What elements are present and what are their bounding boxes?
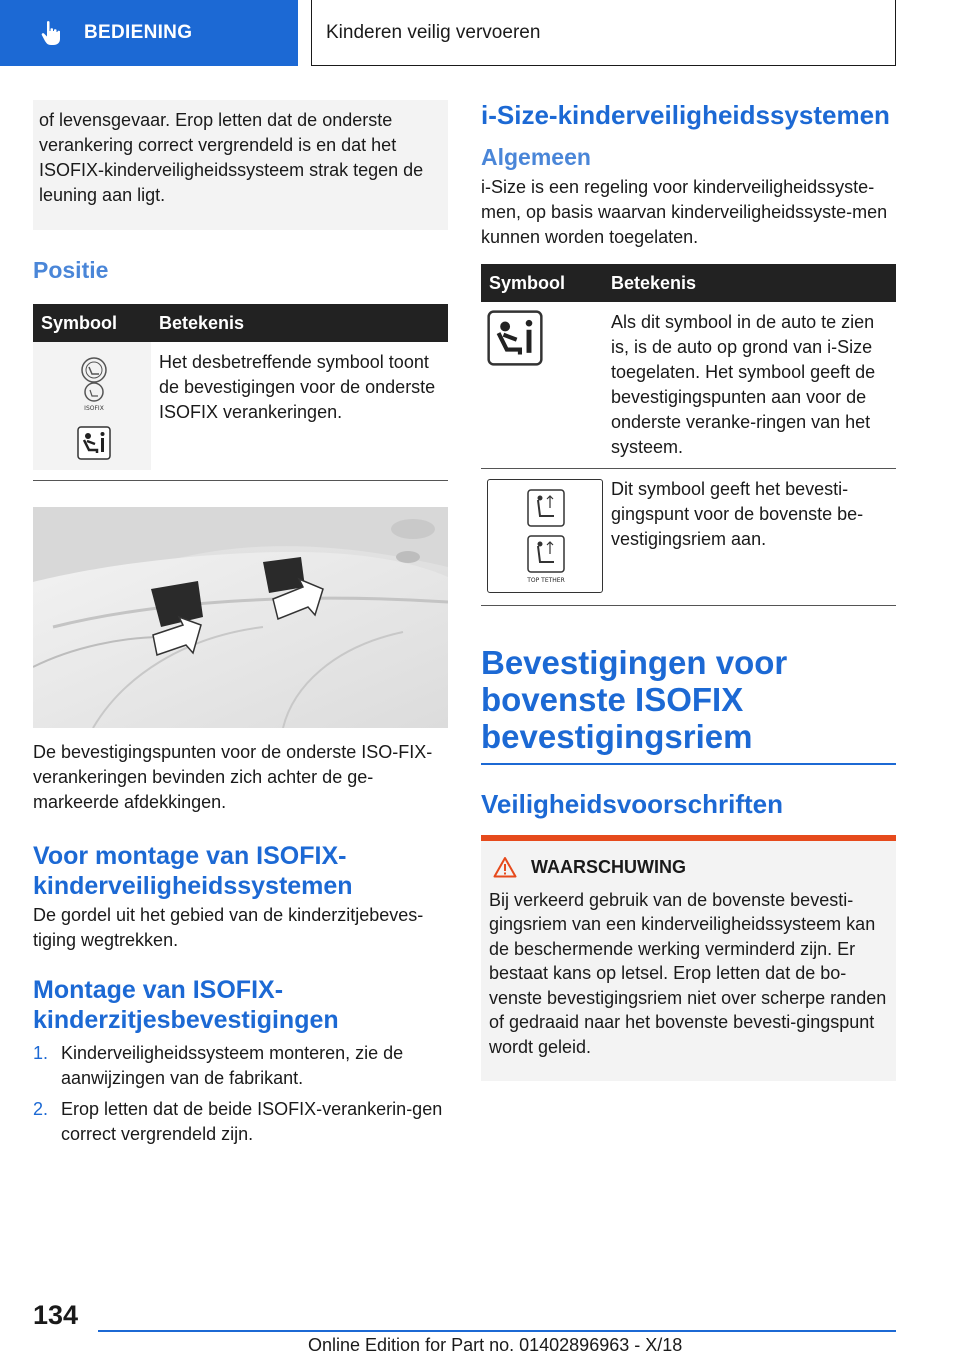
symbol-cell xyxy=(481,469,603,606)
meaning-cell: Het desbetreffende symbool toont de bevestigingen voor de onderste ISOFIX verankeringen. xyxy=(159,352,436,422)
warning-title-row xyxy=(489,855,888,880)
algemeen-heading: Algemeen xyxy=(481,144,591,170)
meaning-cell: Dit symbool geeft het bevesti-gingspunt voor de bovenste be-vestigingsriem aan. xyxy=(603,469,896,606)
hand-pointer-icon xyxy=(40,20,64,46)
warning-text: Bij verkeerd gebruik van de bovenste bevesti-gingsriem van een kinderveiligheidssysteem kan de beschermende werking verminderd zijn. Er bestaat kans op letsel. Erop letten dat de bo-venste bevestigingsriem niet over scherpe randen of gedraaid naar het bovenste bevesti-gingspunt wordt geleid. xyxy=(489,889,887,1057)
section-tab xyxy=(0,0,298,66)
voor-montage-text: De gordel uit het gebied van de kinderzitjebeves-tiging wegtrekken. xyxy=(33,905,424,950)
footer-rule xyxy=(98,1330,896,1332)
table-header-symbol: Symbool xyxy=(481,264,603,302)
heading-rule xyxy=(481,763,896,765)
warning-triangle-icon xyxy=(493,856,517,878)
table-row xyxy=(481,302,896,469)
footer-edition: Online Edition for Part no. 01402896963 - X/18 xyxy=(308,1335,683,1355)
symbol-cell xyxy=(481,302,603,469)
top-tether-icon-tile xyxy=(487,479,603,593)
list-item xyxy=(33,1041,448,1091)
i-size-symbol-table xyxy=(481,264,896,606)
table-bottom-rule xyxy=(33,480,448,481)
svg-text:TOP TETHER: TOP TETHER xyxy=(527,577,565,584)
step-text: Erop letten dat de beide ISOFIX-verankerin-gen correct vergrendeld zijn. xyxy=(61,1099,443,1144)
symbol-cell xyxy=(33,342,151,470)
i-size-heading: i-Size-kinderveiligheidssystemen xyxy=(481,100,890,130)
i-size-icon xyxy=(77,426,111,460)
algemeen-text: i-Size is een regeling voor kinderveiligheidssyste-men, op basis waarvan kinderveiligheidssyste-men kunnen worden toegelaten. xyxy=(481,177,888,247)
svg-text:ISOFIX: ISOFIX xyxy=(84,405,104,412)
bevestigingen-heading: Bevestigingen voor bovenste ISOFIX bevestigingsriem xyxy=(481,644,788,755)
list-item xyxy=(33,1097,448,1147)
intro-warning-continuation xyxy=(33,100,448,230)
chapter-title: Kinderen veilig vervoeren xyxy=(326,21,541,43)
voor-montage-heading: Voor montage van ISOFIX-kinderveiligheidssystemen xyxy=(33,842,353,900)
table-row xyxy=(33,342,448,470)
table-header-symbol: Symbool xyxy=(33,304,151,342)
seat-anchor-photo xyxy=(33,507,448,728)
photo-caption: De bevestigingspunten voor de onderste ISO-FIX-verankeringen bevinden zich achter de ge-markeerde afdekkingen. xyxy=(33,742,433,812)
isofix-icon xyxy=(77,356,111,412)
montage-steps xyxy=(33,1041,448,1147)
meaning-cell: Als dit symbool in de auto te zien is, is de auto op grond van i-Size toegelaten. Het symbool geeft de bevestigingspunten aan voor de onderste veranke-ringen van het systeem. xyxy=(603,302,896,469)
warning-box xyxy=(481,841,896,1081)
left-column xyxy=(33,100,448,1153)
montage-heading: Montage van ISOFIX-kinderzitjesbevestigingen xyxy=(33,976,339,1034)
top-tether-icon xyxy=(522,486,570,586)
i-size-icon xyxy=(487,310,543,366)
positie-symbol-table xyxy=(33,304,448,470)
table-row xyxy=(481,469,896,606)
section-title: BEDIENING xyxy=(84,22,193,43)
step-text: Kinderveiligheidssysteem monteren, zie de aanwijzingen van de fabrikant. xyxy=(61,1043,404,1088)
chapter-header xyxy=(311,0,896,66)
step-number: 2. xyxy=(33,1099,49,1119)
positie-heading: Positie xyxy=(33,257,109,283)
warning-title: WAARSCHUWING xyxy=(531,857,686,877)
intro-text: of levensgevaar. Erop letten dat de onderste verankering correct vergrendeld is en dat het ISOFIX-kinderveiligheidssysteem strak tegen de leuning aan ligt. xyxy=(39,110,424,205)
veiligheid-heading: Veiligheidsvoorschriften xyxy=(481,789,783,819)
table-header-meaning: Betekenis xyxy=(151,304,448,342)
step-number: 1. xyxy=(33,1043,49,1063)
right-column xyxy=(481,100,896,1081)
page-number: 134 xyxy=(33,1300,79,1330)
table-header-meaning: Betekenis xyxy=(603,264,896,302)
